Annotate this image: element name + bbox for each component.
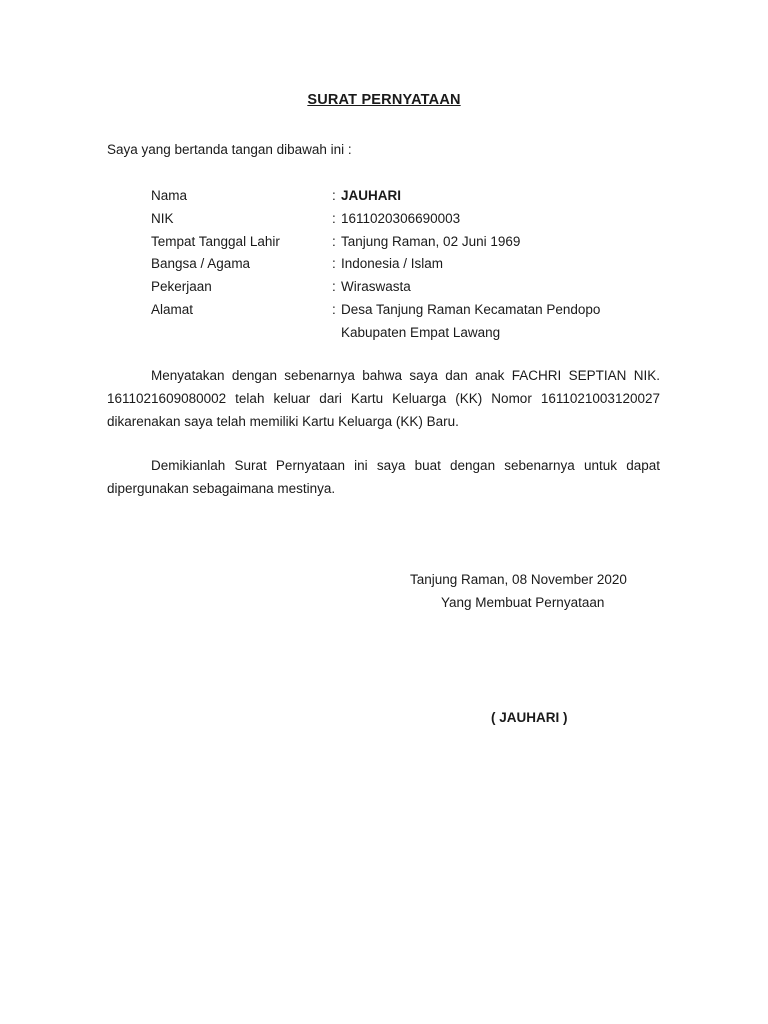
field-row-address [151,299,671,322]
field-label: Bangsa / Agama [151,256,251,272]
signer-name: ( JAUHARI ) [491,710,568,725]
closing-paragraph: Demikianlah Surat Pernyataan ini saya buat dengan sebenarnya untuk dapat dipergunakan sebagaimana mestinya. [107,458,660,496]
field-value-address-line2: Kabupaten Empat Lawang [341,324,501,340]
field-value-nationality-religion: Indonesia / Islam [341,256,444,272]
field-value-birth: Tanjung Raman, 02 Juni 1969 [341,233,521,249]
intro-text: Saya yang bertanda tangan dibawah ini : [107,142,352,157]
field-colon: : [332,188,336,203]
field-label: Pekerjaan [151,279,212,295]
identity-fields [151,185,671,345]
field-value-nik: 1611020306690003 [341,210,461,226]
document-title: SURAT PERNYATAAN [307,92,461,108]
field-colon: : [332,301,336,317]
field-label: NIK [151,210,174,226]
field-value-occupation: Wiraswasta [341,279,411,295]
place-date: Tanjung Raman, 08 November 2020 [410,572,627,587]
field-colon: : [332,210,336,226]
field-row-nik [151,208,671,231]
field-row-nama [151,185,671,208]
field-label: Alamat [151,301,194,317]
field-colon: : [332,256,336,272]
field-row-birth [151,231,671,254]
field-value-address: Desa Tanjung Raman Kecamatan Pendopo [341,301,601,317]
field-row-nationality-religion [151,253,671,276]
field-label: Tempat Tanggal Lahir [151,233,280,249]
signer-role: Yang Membuat Pernyataan [441,595,605,610]
field-colon: : [332,279,336,295]
field-row-occupation [151,276,671,299]
statement-paragraph: Menyatakan dengan sebenarnya bahwa saya dan anak FACHRI SEPTIAN NIK. 1611021609080002 telah keluar dari Kartu Keluarga (KK) Nomor 1611021003120027 dikarenakan saya telah memiliki Kartu Keluarga (KK) Baru. [107,368,660,429]
field-value-nama: JAUHARI [341,188,402,203]
field-colon: : [332,233,336,249]
field-label: Nama [151,188,188,203]
